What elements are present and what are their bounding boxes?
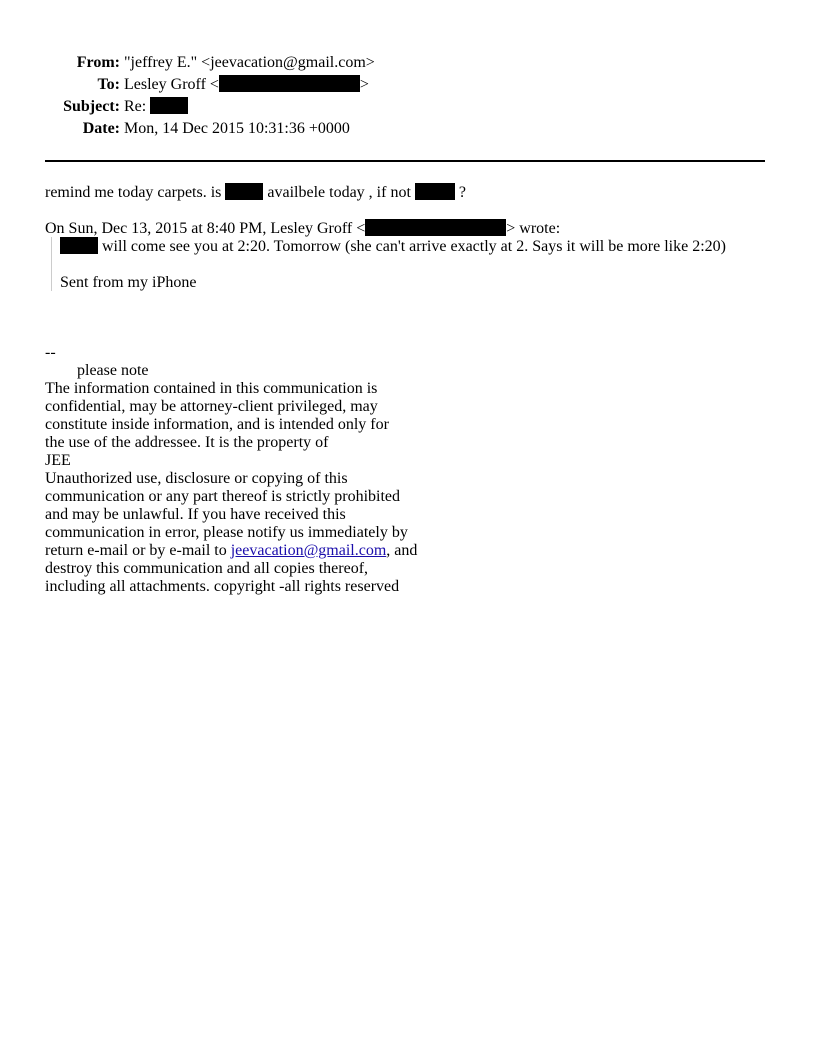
message-body xyxy=(45,183,466,202)
header-divider xyxy=(45,160,765,162)
disclaimer-line-return xyxy=(45,542,417,560)
disclaimer-line: communication in error, please notify us immediately by xyxy=(45,524,408,541)
quoted-line-2: Sent from my iPhone xyxy=(60,274,197,291)
disclaimer-line: the use of the addressee. It is the property of xyxy=(45,434,329,451)
date-row xyxy=(0,118,816,140)
body-part2: availbele today , if not xyxy=(267,184,411,201)
to-row xyxy=(0,74,816,96)
disclaimer-line: including all attachments. copyright -all rights reserved xyxy=(45,578,400,595)
disclaimer-line: confidential, may be attorney-client privileged, may xyxy=(45,398,378,415)
quoted-line-1 xyxy=(60,237,800,256)
email-header xyxy=(0,52,816,140)
email-link[interactable]: jeevacation@gmail.com xyxy=(230,542,387,559)
disclaimer-line: communication or any part thereof is strictly prohibited xyxy=(45,488,401,505)
attribution-suffix: > wrote: xyxy=(506,220,561,237)
disclaimer-line: Unauthorized use, disclosure or copying of this xyxy=(45,470,348,487)
quoted-line-1-text: will come see you at 2:20. Tomorrow (she can't arrive exactly at 2. Says it will be more like 2:20) xyxy=(98,238,726,255)
body-part3: ? xyxy=(458,184,467,201)
disclaimer-line: destroy this communication and all copies thereof, xyxy=(45,560,369,577)
redaction-block xyxy=(150,97,188,114)
disclaimer-line: constitute inside information, and is intended only for xyxy=(45,416,389,433)
quoted-spacer xyxy=(60,256,800,274)
quote-attribution xyxy=(45,219,560,238)
date-value: Mon, 14 Dec 2015 10:31:36 +0000 xyxy=(124,120,350,137)
redaction-block xyxy=(219,75,360,92)
return-suffix: , and xyxy=(386,542,418,559)
return-prefix: return e-mail or by e-mail to xyxy=(45,542,231,559)
disclaimer-line: JEE xyxy=(45,452,71,469)
signature-block xyxy=(45,344,417,596)
signature-dashes: -- xyxy=(45,344,56,361)
quoted-message xyxy=(51,237,800,291)
to-label: To: xyxy=(97,76,120,93)
redaction-block xyxy=(225,183,263,200)
from-row xyxy=(0,52,816,74)
attribution-prefix: On Sun, Dec 13, 2015 at 8:40 PM, Lesley Groff < xyxy=(45,220,366,237)
subject-row xyxy=(0,96,816,118)
subject-value xyxy=(124,96,188,118)
subject-label: Subject: xyxy=(63,98,120,115)
subject-prefix: Re: xyxy=(124,98,147,115)
redaction-block xyxy=(415,183,455,200)
redaction-block xyxy=(60,237,98,254)
from-value: "jeffrey E." <jeevacation@gmail.com> xyxy=(124,54,375,71)
to-suffix: > xyxy=(359,76,369,93)
to-name: Lesley Groff < xyxy=(124,76,219,93)
note-title: please note xyxy=(77,362,149,379)
redaction-block xyxy=(365,219,506,236)
disclaimer-line: and may be unlawful. If you have received this xyxy=(45,506,346,523)
date-label: Date: xyxy=(82,120,120,137)
body-part1: remind me today carpets. is xyxy=(45,184,222,201)
to-value xyxy=(124,74,369,96)
disclaimer-line: The information contained in this communication is xyxy=(45,380,378,397)
from-label: From: xyxy=(76,54,120,71)
